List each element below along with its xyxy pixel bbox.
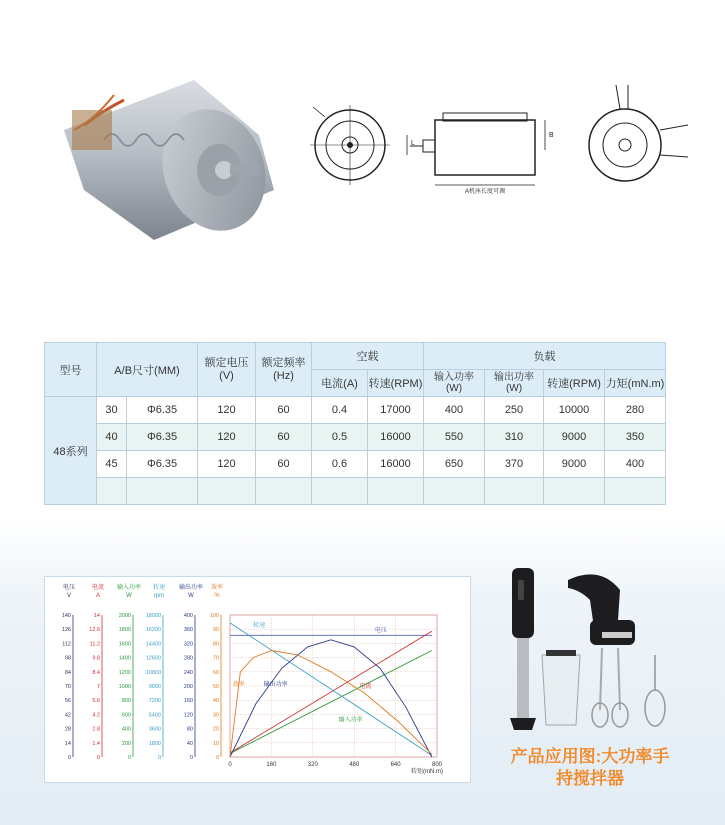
header-no-load: 空载 (312, 343, 424, 370)
series-line-1 (230, 631, 432, 753)
axis-tick-label: 14 (93, 613, 100, 619)
axis-tick-label: 70 (64, 684, 71, 690)
axis-tick-label: 112 (62, 641, 71, 648)
axis-tick-label: 84 (64, 669, 71, 676)
axis-tick-label: 1.4 (92, 740, 100, 747)
cell-input-power: 550 (424, 424, 485, 451)
header-model: 型号 (45, 343, 97, 397)
axis-tick-label: 360 (183, 627, 193, 634)
axis-tick-label: 11.2 (89, 641, 100, 648)
cell-a: 30 (97, 397, 127, 424)
cell-nl-speed: 16000 (368, 451, 424, 478)
cell-nl-current: 0.6 (312, 451, 368, 478)
series-cell: 48系列 (45, 397, 97, 505)
x-axis-label: 转矩(mN.m) (411, 769, 443, 775)
cell-frequency: 60 (256, 451, 312, 478)
cell-output-power: 370 (485, 451, 544, 478)
cell-input-power: 400 (424, 397, 485, 424)
table-row (45, 424, 666, 451)
axis-tick-label: 5400 (148, 712, 161, 719)
x-tick-label: 0 (228, 762, 232, 768)
axis-tick-label: 600 (121, 712, 131, 719)
axis-tick-label: 1800 (148, 740, 161, 747)
cell-nl-current: 0.4 (312, 397, 368, 424)
axis-tick-label: 280 (183, 655, 193, 662)
axis-unit: A (95, 593, 101, 599)
axis-tick-label: 400 (121, 726, 131, 733)
rear-view-drawing (580, 85, 690, 195)
axis-tick-label: 10 (212, 740, 219, 747)
axis-tick-label: 160 (183, 698, 193, 705)
axis-unit: V (66, 593, 72, 599)
cell-torque: 280 (605, 397, 666, 424)
cell-load-speed: 9000 (544, 424, 605, 451)
axis-tick-label: 320 (183, 641, 193, 648)
cell-b: Φ6.35 (127, 451, 198, 478)
axis-unit: W (126, 593, 132, 599)
cell-b: Φ6.35 (127, 424, 198, 451)
axis-tick-label: 200 (121, 740, 131, 747)
axis-tick-label: 7 (96, 684, 100, 690)
table-row (45, 451, 666, 478)
axis-tick-label: 90 (212, 627, 219, 634)
series-line-5 (230, 651, 432, 758)
motor-photo (44, 70, 294, 245)
axis-tick-label: 12.6 (89, 627, 100, 634)
x-tick-label: 640 (390, 762, 401, 768)
axis-tick-label: 42 (64, 712, 71, 719)
cell-load-speed: 10000 (544, 397, 605, 424)
axis-title: 转速 (152, 585, 166, 591)
header-nl-speed: 转速(RPM) (368, 370, 424, 397)
axis-tick-label: 2.8 (92, 726, 100, 733)
header-load: 负载 (424, 343, 666, 370)
axis-tick-label: 0 (127, 755, 131, 761)
header-load-speed: 转速(RPM) (544, 370, 605, 397)
series-label: 效率 (232, 682, 245, 688)
cell-input-power: 650 (424, 451, 485, 478)
cell-nl-speed: 16000 (368, 424, 424, 451)
axis-tick-label: 240 (183, 669, 193, 676)
cell-output-power: 310 (485, 424, 544, 451)
axis-tick-label: 14400 (145, 641, 161, 648)
axis-tick-label: 200 (183, 684, 193, 690)
series-label: 电流 (359, 684, 372, 691)
side-view-drawing (405, 95, 565, 195)
cell-frequency: 60 (256, 397, 312, 424)
x-tick-label: 480 (349, 762, 360, 768)
cell-b: Φ6.35 (127, 397, 198, 424)
axis-tick-label: 0 (157, 755, 161, 761)
axis-tick-label: 18000 (145, 613, 161, 619)
axis-title: 电压 (62, 585, 76, 591)
axis-tick-label: 98 (64, 655, 71, 662)
axis-tick-label: 9.8 (92, 655, 100, 662)
axis-tick-label: 20 (212, 726, 219, 733)
header-rated-frequency: 额定频率 (Hz) (256, 343, 312, 397)
cell-nl-speed: 17000 (368, 397, 424, 424)
dim-b-label: B (549, 132, 554, 139)
axis-tick-label: 60 (212, 669, 219, 676)
axis-title: 效率 (210, 585, 224, 591)
plot-frame (230, 615, 437, 757)
axis-tick-label: 0 (215, 755, 219, 761)
cell-nl-current: 0.5 (312, 424, 368, 451)
cell-a: 45 (97, 451, 127, 478)
axis-tick-label: 0 (189, 755, 193, 761)
cell-torque: 350 (605, 424, 666, 451)
axis-tick-label: 1200 (118, 669, 131, 676)
axis-unit: % (214, 593, 220, 599)
cell-output-power: 250 (485, 397, 544, 424)
cell-voltage: 120 (198, 451, 256, 478)
axis-title: 输入功率 (116, 585, 142, 591)
x-tick-label: 160 (266, 762, 277, 768)
axis-tick-label: 4.2 (92, 712, 100, 719)
axis-tick-label: 28 (64, 726, 71, 733)
axis-tick-label: 9000 (148, 684, 161, 690)
axis-tick-label: 12600 (145, 655, 161, 662)
axis-tick-label: 800 (121, 698, 131, 705)
cell-frequency: 60 (256, 424, 312, 451)
axis-tick-label: 40 (212, 698, 219, 705)
axis-unit: rpm (153, 593, 165, 599)
table-row-empty (45, 478, 666, 505)
axis-tick-label: 30 (212, 712, 219, 719)
cell-load-speed: 9000 (544, 451, 605, 478)
axis-tick-label: 56 (64, 698, 71, 705)
axis-tick-label: 140 (61, 613, 71, 619)
axis-tick-label: 1400 (118, 655, 131, 662)
axis-tick-label: 0 (96, 755, 100, 761)
axis-tick-label: 8.4 (92, 669, 100, 676)
axis-tick-label: 5.6 (92, 698, 100, 705)
x-tick-label: 800 (431, 762, 443, 768)
axis-tick-label: 1600 (118, 641, 131, 648)
header-nl-current: 电流(A) (312, 370, 368, 397)
axis-tick-label: 1800 (118, 627, 131, 634)
header-output-power: 输出功率 (W) (485, 370, 544, 397)
hand-blender-photo (490, 560, 690, 740)
header-rated-voltage: 额定电压 (V) (198, 343, 256, 397)
axis-tick-label: 1000 (118, 684, 131, 690)
axis-tick-label: 16200 (145, 627, 161, 634)
cell-torque: 400 (605, 451, 666, 478)
series-line-2 (230, 651, 432, 754)
cell-voltage: 120 (198, 397, 256, 424)
axis-tick-label: 70 (212, 655, 219, 662)
axis-title: 电流 (91, 585, 105, 591)
series-label: 转速 (253, 622, 266, 629)
cell-voltage: 120 (198, 424, 256, 451)
header-torque: 力矩(mN.m) (605, 370, 666, 397)
axis-tick-label: 0 (67, 755, 71, 761)
performance-chart (44, 576, 471, 783)
table-row (45, 397, 666, 424)
axis-tick-label: 80 (186, 726, 193, 733)
axis-tick-label: 40 (186, 740, 193, 747)
axis-tick-label: 7200 (148, 698, 161, 705)
application-caption-line2: 持搅拌器 (556, 769, 624, 788)
spec-table (44, 342, 666, 505)
axis-unit: W (188, 593, 194, 599)
axis-tick-label: 100 (209, 613, 219, 619)
series-label: 输入功率 (338, 717, 363, 724)
axis-tick-label: 50 (212, 684, 219, 690)
axis-title: 输出功率 (178, 585, 204, 591)
application-caption (490, 746, 690, 790)
front-view-drawing (305, 95, 395, 195)
dim-l-label: L (411, 140, 415, 147)
header-ab-size: A/B尺寸(MM) (97, 343, 198, 397)
axis-tick-label: 120 (183, 712, 193, 719)
x-tick-label: 320 (307, 762, 318, 768)
series-label: 电压 (374, 628, 387, 635)
axis-tick-label: 2000 (118, 613, 131, 619)
axis-tick-label: 400 (183, 613, 193, 619)
axis-tick-label: 14 (64, 740, 71, 747)
side-length-label: A机座长度可调 (464, 189, 506, 195)
axis-tick-label: 10800 (145, 669, 161, 676)
axis-tick-label: 3600 (148, 726, 161, 733)
axis-tick-label: 126 (61, 627, 71, 634)
application-caption-line1: 产品应用图:大功率手 (510, 747, 670, 766)
series-label: 输出功率 (263, 682, 288, 688)
series-line-3 (230, 623, 432, 756)
axis-tick-label: 80 (212, 641, 219, 648)
cell-a: 40 (97, 424, 127, 451)
header-input-power: 输入功率 (W) (424, 370, 485, 397)
